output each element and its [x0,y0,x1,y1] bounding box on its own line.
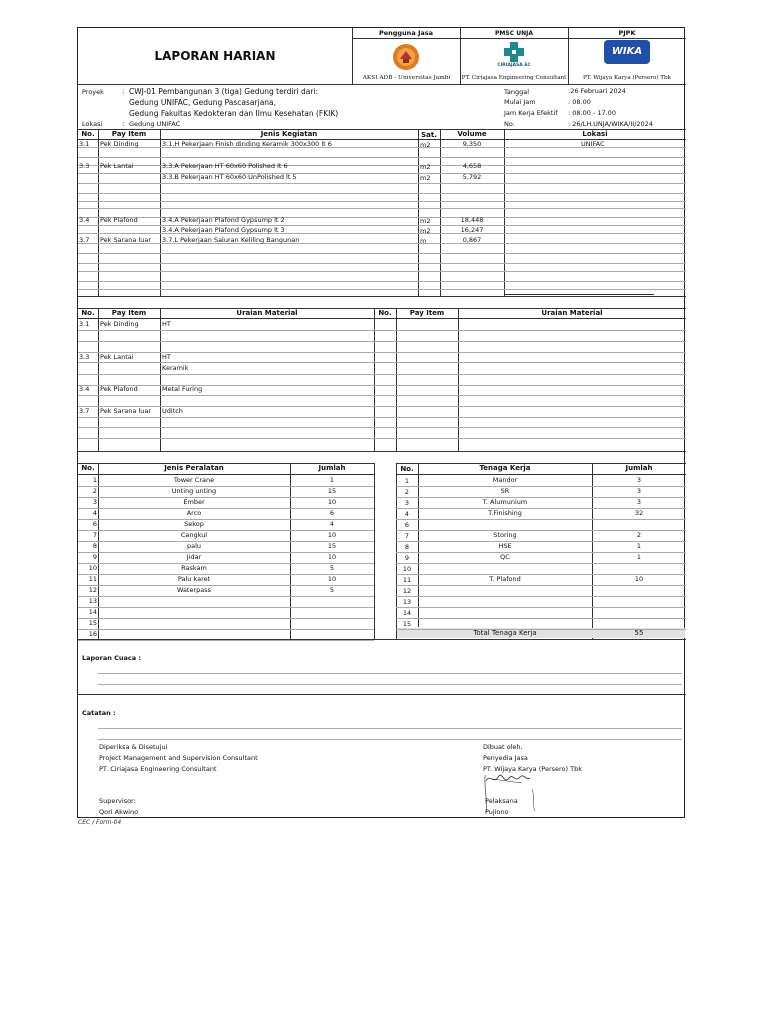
wf-row-name: T.Finishing [488,509,522,517]
sign-left-role: Supervisor: [99,797,136,805]
act-grid-line [78,193,686,194]
act-row-lok: UNIFAC [581,140,605,148]
no-value: : 26/LH.UNJA/WIKA/II/2024 [568,120,653,128]
mat-row-material: Uditch [162,407,183,415]
act-row-jenis: 3.4.A Pekerjaan Plafond Gypsump lt 2 [162,216,285,224]
act-row-vol: 4,658 [462,162,482,170]
act-row-vol: 0,867 [462,236,482,244]
notes-label: Catatan : [82,709,116,717]
wf-row-no: 2 [404,488,410,496]
act-row-vol: 16,247 [460,226,484,234]
eq-row-qty: 10 [327,498,337,506]
mat-row-no: 3.4 [79,385,90,393]
proyek-line-3: Gedung Fakultas Kedokteran dan Ilmu Kesehatan (FKIK) [129,109,339,118]
jamkerja-label: Jam Kerja Efektif [504,109,558,117]
eq-row-no: 1 [92,476,97,484]
proyek-line-1: CWJ-01 Pembangunan 3 (tiga) Gedung terdiri dari: [129,87,319,96]
wf-row-qty: 2 [636,531,642,539]
act-grid-line [78,157,686,158]
wf-row-qty: 32 [634,509,644,517]
wf-row-name: Mandor [492,476,518,484]
wf-row-no: 10 [402,565,412,573]
wf-row-name: Storing [493,531,517,539]
wf-row-name: T. Alumunium [482,498,528,506]
eq-row-name: Waterpass [176,586,212,594]
eq-row-no: 4 [92,509,97,517]
eq-row-qty: 15 [327,487,337,495]
act-row-no: 3.4 [79,216,90,224]
eq-row-no: 6 [92,520,97,528]
proyek-label: Proyek [82,88,104,96]
sign-right-line-3: PT. Wijaya Karya (Persero) Tbk [483,765,582,773]
eq-row-no: 14 [88,608,97,616]
eq-row-qty: 4 [329,520,335,528]
act-row-pay: Pek Dinding [100,140,139,148]
daily-report-page [77,27,685,818]
sign-right-name: Pujiono [485,808,509,816]
ciriajasa-logo-text: CIRIAJASA EC [497,63,531,68]
col3-label: PJPK [618,29,636,37]
sign-left-line-1: Diperiksa & Disetujui [99,743,168,751]
act-row-sat: m [420,237,427,245]
act-row-sat: m2 [420,163,431,171]
sign-left-line-3: PT. Ciriajasa Engineering Consultant [99,765,217,773]
eq-row-qty: 10 [327,575,337,583]
act-row-sat: m2 [420,174,431,182]
act-row-pay: Pek Sarana luar [100,236,152,244]
mat-header-uraian: Uraian Material [236,309,298,317]
act-row-sat: m2 [420,141,431,149]
mulai-label: Mulai Jam [504,98,536,106]
eq-row-name: Raskam [181,564,207,572]
lokasi-value: Gedung UNIFAC [129,120,181,128]
eq-row-no: 13 [88,597,97,605]
act-row-no: 3.1 [79,140,90,148]
wf-row-qty: 3 [636,498,642,506]
act-grid-line [78,208,686,209]
total-value: 55 [634,629,644,637]
act-row-vol: 9,350 [462,140,482,148]
act-row-jenis: 3.3.A Pekerjaan HT 60x60 Polished lt 6 [162,162,288,170]
wika-logo-text: WIKA [611,46,643,57]
eq-grid-line [78,618,374,619]
eq-grid-line [78,629,374,630]
act-header-no: No. [81,130,95,138]
wf-grid-line [396,563,686,564]
wf-grid-line [396,585,686,586]
mat-grid-line [78,427,686,428]
eq-row-qty: 5 [329,586,335,594]
eq-row-no: 12 [88,586,97,594]
mat-grid-line [78,341,686,342]
mat-grid-line [78,330,686,331]
mat-row-material: Metal Furing [162,385,203,393]
wf-row-qty: 1 [636,542,642,550]
wf-row-qty: 3 [636,487,642,495]
sign-left-line-2: Project Management and Supervision Consultant [99,754,258,762]
mat-grid-line [78,374,686,375]
proyek-line-2: Gedung UNIFAC, Gedung Pascasarjana, [129,98,277,107]
wf-row-qty: 3 [636,476,642,484]
mat-row-pay: Pek Plafond [100,385,138,393]
mat-grid-line [78,417,686,418]
eq-header-no: No. [81,464,95,472]
wf-row-no: 7 [404,532,410,540]
wf-row-no: 4 [404,510,410,518]
eq-row-no: 9 [92,553,97,561]
eq-row-name: Palu karet [177,575,211,583]
eq-row-no: 7 [92,531,97,539]
wf-row-qty: 10 [634,575,644,583]
wf-row-qty: 1 [636,553,642,561]
col2-caption: PT. Ciriajasa Engineering Consultant [461,75,567,81]
act-row-jenis: 3.4.A Pekerjaan Plafond Gypsump lt 3 [162,226,285,234]
sign-right-role: Pelaksana [485,797,518,805]
mat2-header-pay: Pay Item [409,309,445,317]
eq-grid-line [78,596,374,597]
eq-row-name: Unting unting [171,487,217,495]
eq-row-no: 10 [88,564,97,572]
act-header-pay: Pay Item [111,130,147,138]
act-row-no: 3.7 [79,236,90,244]
eq-row-qty: 1 [329,476,335,484]
wf-header-tenaga: Tenaga Kerja [479,464,531,472]
col1-label: Pengguna Jasa [378,29,434,37]
mat-row-pay: Pek Sarana luar [100,407,152,415]
wf-row-no: 12 [402,587,412,595]
mat-row-no: 3.3 [79,353,90,361]
wf-row-name: T. Plafond [489,575,521,583]
eq-row-name: Tower Crane [173,476,215,484]
wf-row-no: 14 [402,609,412,617]
wf-row-no: 8 [404,543,410,551]
mat-grid-line [78,395,686,396]
act-row-jenis: 3.7.L Pekerjaan Saluran Keliling Bangunan [162,236,300,244]
sign-right-line-1: Dibuat oleh, [483,743,523,751]
mat-row-material: Keramik [162,364,189,372]
wf-row-no: 3 [404,499,410,507]
eq-row-name: Arco [186,509,202,517]
eq-row-qty: 10 [327,531,337,539]
eq-row-name: Ember [183,498,205,506]
wf-row-no: 11 [402,576,412,584]
tanggal-label: Tanggal [504,88,530,96]
col2-label: PMSC UNJA [495,30,533,37]
weather-label: Laporan Cuaca : [82,654,142,662]
wf-grid-line [396,519,686,520]
act-grid-line [78,253,686,254]
act-row-sat: m2 [420,217,431,225]
act-grid-line [78,281,686,282]
act-row-vol: 18,448 [460,216,484,224]
eq-grid-line [78,640,374,641]
mat-row-no: 3.7 [79,407,90,415]
wf-grid-line [396,596,686,597]
total-label: Total Tenaga Kerja [473,629,537,637]
wika-logo-icon [604,40,650,64]
mulai-value: : 08.00 [568,98,591,106]
lokasi-colon: : [122,120,125,128]
wf-header-no: No. [400,465,414,473]
wf-row-no: 1 [404,477,410,485]
jamkerja-value: : 08.00 - 17.00 [568,109,616,117]
act-grid-line [78,271,686,272]
ciriajasa-logo-icon [502,42,526,62]
eq-row-no: 11 [88,575,97,583]
form-code: CEC / Form-04 [78,819,122,826]
eq-row-no: 8 [92,542,97,550]
mat-header-pay: Pay Item [111,309,147,317]
eq-row-name: Cangkul [180,531,208,539]
act-header-vol: Volume [457,130,487,138]
mat-row-no: 3.1 [79,320,90,328]
eq-row-no: 16 [88,630,97,638]
wf-row-no: 15 [402,620,412,628]
act-row-sat: m2 [420,227,431,235]
wf-row-no: 6 [404,521,410,529]
wf-row-no: 13 [402,598,412,606]
eq-row-no: 3 [92,498,97,506]
eq-grid-line [78,607,374,608]
col3-caption: PT. Wijaya Karya (Persero) Tbk [582,75,672,81]
eq-row-qty: 15 [327,542,337,550]
tanggal-value: :26 Februari 2024 [568,87,626,95]
lokasi-label: Lokasi [82,120,103,128]
eq-row-name: Jidar [186,553,202,561]
act-grid-line [78,201,686,202]
mat-header-no: No. [81,309,95,317]
mat2-header-uraian: Uraian Material [541,309,603,317]
report-title: LAPORAN HARIAN [154,49,276,63]
mat-row-material: HT [162,320,171,328]
wf-row-name: HSE [498,542,512,550]
eq-row-no: 15 [88,619,97,627]
eq-row-name: palu [186,542,202,550]
mat-row-material: HT [162,353,171,361]
eq-row-qty: 5 [329,564,335,572]
mat-row-pay: Pek Lantai [100,353,134,361]
col1-caption: AKSI ADB - Universitas Jambi [362,75,451,81]
act-header-jenis: Jenis Kegiatan [260,130,318,138]
eq-header-jenis: Jenis Peralatan [164,464,224,472]
wf-header-jumlah: Jumlah [625,464,653,472]
act-row-jenis: 3.1.H Pekerjaan Finish dinding Keramik 300x300 lt 6 [162,140,332,148]
mat2-header-no: No. [378,309,392,317]
eq-row-qty: 10 [327,553,337,561]
act-header-lok: Lokasi [582,130,608,138]
wf-row-name: QC [500,553,510,561]
mat-grid-line [78,438,686,439]
act-grid-line [78,289,686,290]
eq-header-jumlah: Jumlah [318,464,346,472]
mat-row-pay: Pek Dinding [100,320,139,328]
act-header-sat: Sat. [421,131,437,139]
wf-grid-line [396,607,686,608]
eq-row-no: 2 [92,487,97,495]
unja-logo-icon [391,43,421,71]
eq-row-name: Sekop [184,520,204,528]
act-row-pay: Pek Plafond [100,216,138,224]
act-grid-line [78,263,686,264]
wf-row-name: SR [500,487,510,495]
sign-left-name: Qori Akwino [99,808,139,816]
proyek-colon: : [122,87,125,95]
sign-right-line-2: Penyedia Jasa [483,754,528,762]
act-grid-line [78,183,686,184]
act-row-pay: Pek Lantai [100,162,134,170]
act-row-jenis: 3.3.B Pekerjaan HT 60x60 UnPolished lt 5 [162,173,297,181]
act-row-no: 3.3 [79,162,90,170]
eq-row-qty: 6 [329,509,335,517]
wf-grid-line [396,618,686,619]
act-row-vol: 5,792 [462,173,482,181]
wf-row-no: 9 [404,554,410,562]
mat-grid-line [78,362,686,363]
no-label: No. [504,120,515,128]
